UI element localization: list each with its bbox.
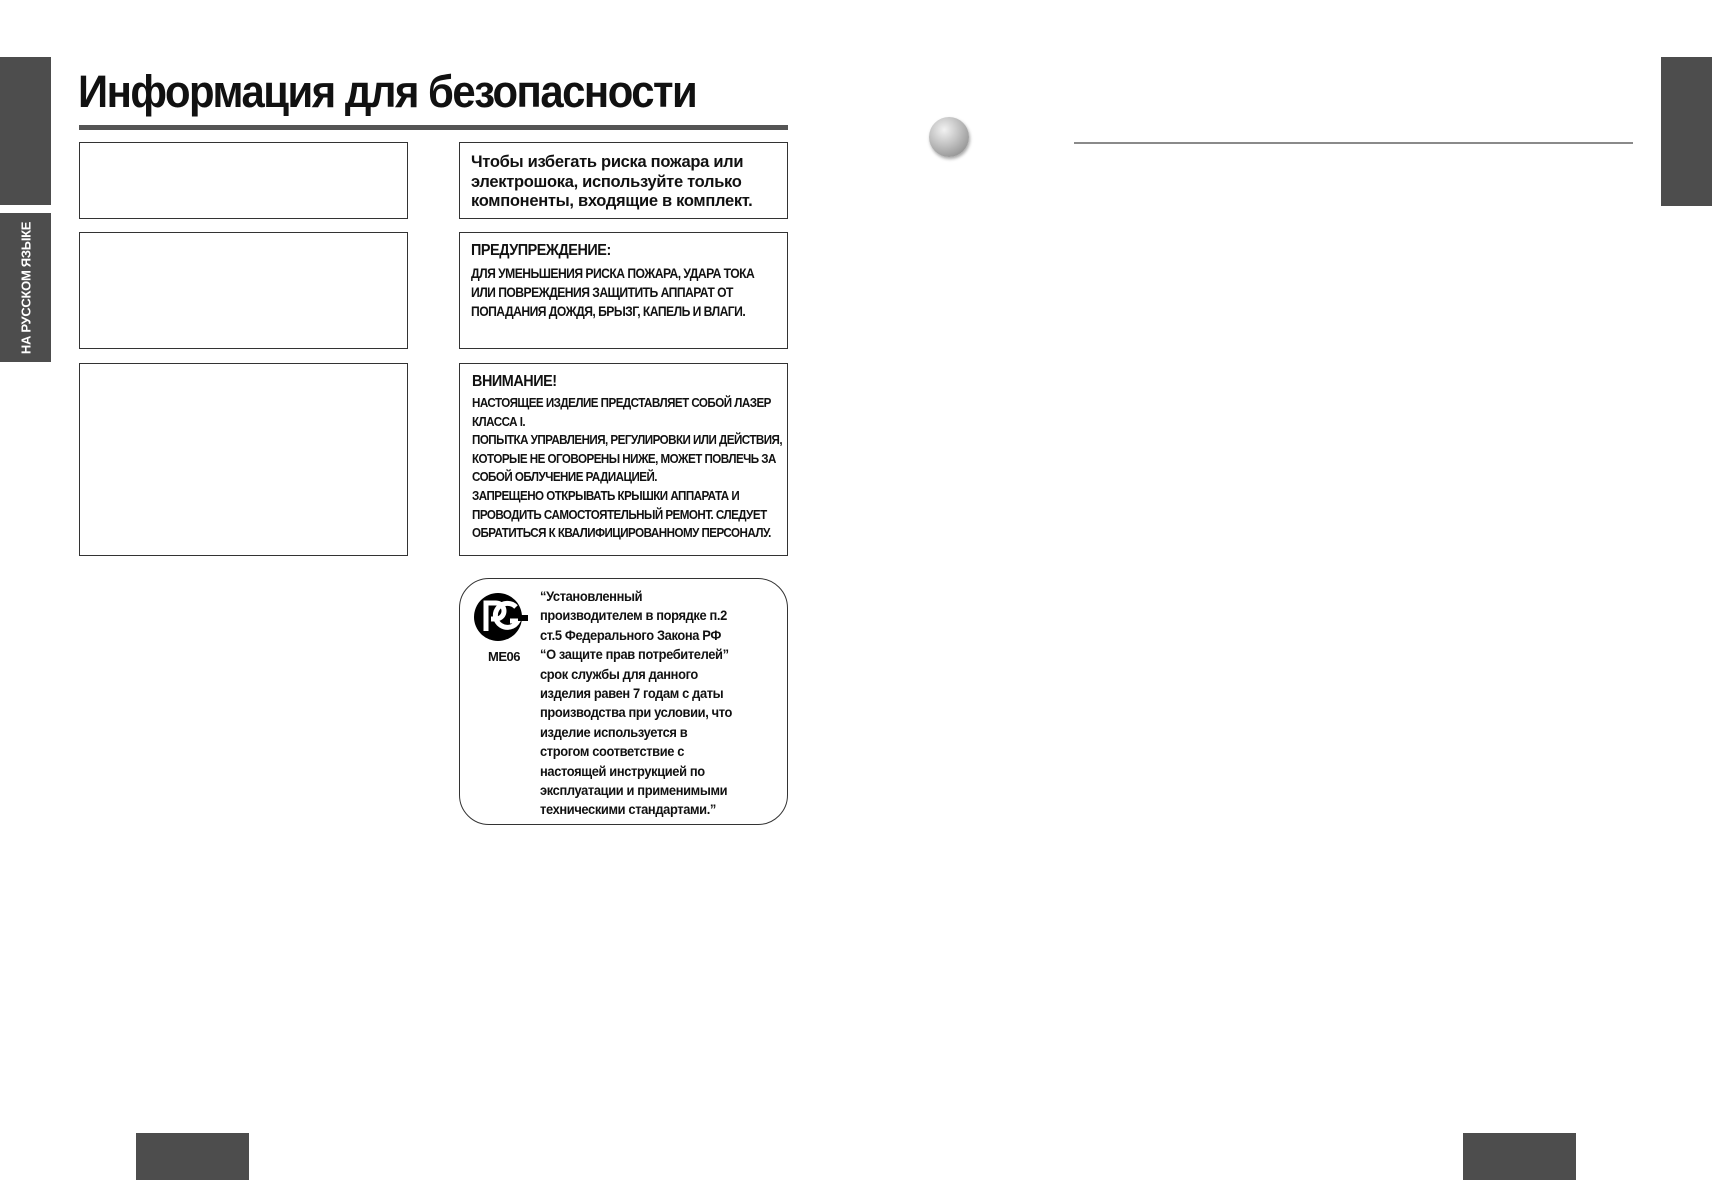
caution-line: КЛАССА I. xyxy=(472,413,526,429)
certification-notice xyxy=(459,578,788,825)
caution-notice xyxy=(459,363,788,556)
cert-line: техническими стандартами.” xyxy=(540,801,717,818)
cert-line: срок службы для данного xyxy=(540,665,698,682)
fire-notice-line: электрошока, используйте только xyxy=(471,172,742,191)
page-number-tab-left xyxy=(136,1133,249,1180)
empty-notice-box-2 xyxy=(79,232,408,349)
warning-notice xyxy=(459,232,788,349)
cert-line: строгом соответствие с xyxy=(540,743,685,760)
fire-notice-line: Чтобы избегать риска пожара или xyxy=(471,153,744,171)
warning-line: ДЛЯ УМЕНЬШЕНИЯ РИСКА ПОЖАРА, УДАРА ТОКА xyxy=(471,266,755,281)
service-life-statement xyxy=(540,587,785,820)
cert-line: производителем в порядке п.2 xyxy=(540,607,727,624)
empty-notice-box-3 xyxy=(79,363,408,556)
right-side-tab xyxy=(1661,57,1712,206)
cert-line: “Установленный xyxy=(540,588,643,604)
cert-line: эксплуатации и применимыми xyxy=(540,782,728,799)
caution-line: ПРОВОДИТЬ САМОСТОЯТЕЛЬНЫЙ РЕМОНТ. СЛЕДУЕТ xyxy=(472,506,767,522)
warning-line: ПОПАДАНИЯ ДОЖДЯ, БРЫЗГ, КАПЕЛЬ И ВЛАГИ. xyxy=(471,304,746,319)
page-number-tab-right xyxy=(1463,1133,1576,1180)
cert-line: производства при условии, что xyxy=(540,704,733,721)
page-title: Информация для безопасности xyxy=(78,66,697,117)
warning-line: ИЛИ ПОВРЕЖДЕНИЯ ЗАЩИТИТЬ АППАРАТ ОТ xyxy=(471,285,733,300)
language-tab-label: НА РУССКОМ ЯЗЫКЕ xyxy=(18,221,33,354)
empty-notice-box-1 xyxy=(79,142,408,219)
certification-code: ME06 xyxy=(488,649,520,664)
section-rule xyxy=(1074,142,1633,144)
fire-notice-line: компоненты, входящие в комплект. xyxy=(471,192,753,210)
caution-line: КОТОРЫЕ НЕ ОГОВОРЕНЫ НИЖЕ, МОЖЕТ ПОВЛЕЧЬ ЗА xyxy=(472,450,776,466)
cert-line: ст.5 Федерального Закона РФ xyxy=(540,626,721,643)
caution-title: ВНИМАНИЕ! xyxy=(472,373,557,390)
title-underline xyxy=(79,125,788,130)
language-side-tab xyxy=(0,213,51,362)
caution-line: ПОПЫТКА УПРАВЛЕНИЯ, РЕГУЛИРОВКИ ИЛИ ДЕЙСТВИЯ, xyxy=(472,432,783,448)
warning-title: ПРЕДУПРЕЖДЕНИЕ: xyxy=(471,242,611,259)
cert-line: изделие используется в xyxy=(540,723,688,740)
cert-line: настоящей инструкцией по xyxy=(540,762,705,779)
cert-line: изделия равен 7 годам с даты xyxy=(540,685,724,702)
side-tab xyxy=(0,57,51,205)
caution-line: НАСТОЯЩЕЕ ИЗДЕЛИЕ ПРЕДСТАВЛЯЕТ СОБОЙ ЛАЗЕР xyxy=(472,395,771,410)
fire-risk-notice xyxy=(459,142,788,219)
caution-line: ЗАПРЕЩЕНО ОТКРЫВАТЬ КРЫШКИ АППАРАТА И xyxy=(472,487,740,503)
cert-line: “О защите прав потребителей” xyxy=(540,646,729,663)
section-bullet-circle xyxy=(929,117,969,157)
caution-line: ОБРАТИТЬСЯ К КВАЛИФИЦИРОВАННОМУ ПЕРСОНАЛУ. xyxy=(472,525,771,541)
pct-certification-mark-icon xyxy=(472,591,530,643)
caution-line: СОБОЙ ОБЛУЧЕНИЕ РАДИАЦИЕЙ. xyxy=(472,469,657,485)
